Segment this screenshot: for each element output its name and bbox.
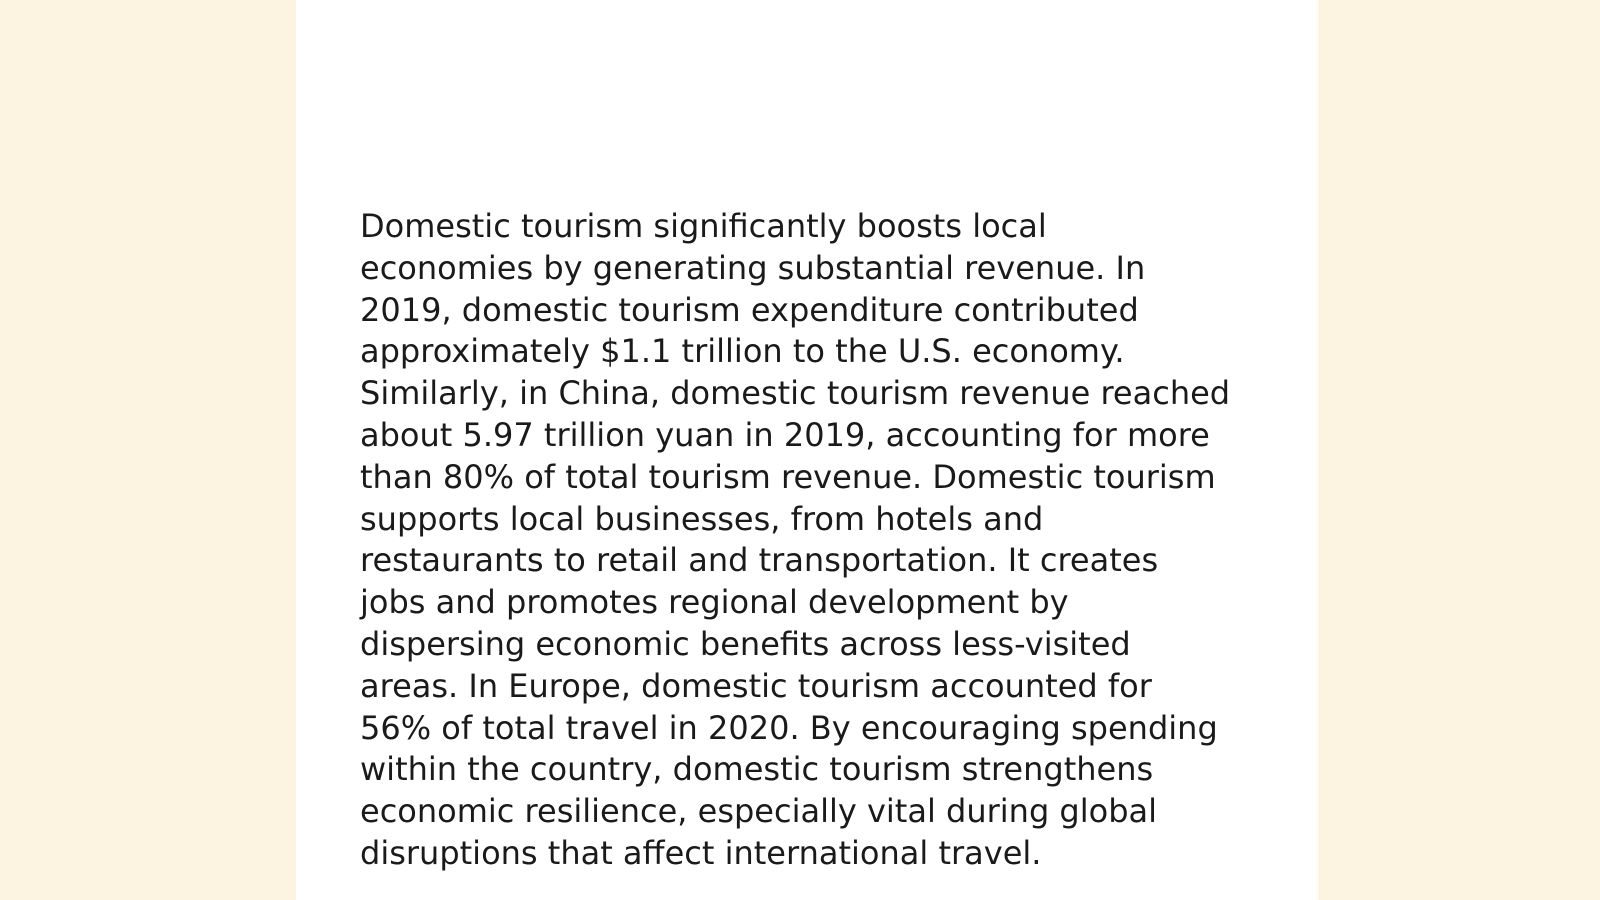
paragraph-line: Similarly, in China, domestic tourism revenue reached bbox=[360, 374, 1231, 413]
paragraph-line: than 80% of total tourism revenue. Domestic tourism bbox=[360, 457, 1216, 496]
paragraph-line: 2019, domestic tourism expenditure contributed bbox=[360, 290, 1139, 329]
paragraph-line: restaurants to retail and transportation. It creates bbox=[360, 541, 1159, 580]
document-page bbox=[296, 0, 1318, 900]
paragraph-line: within the country, domestic tourism strengthens bbox=[360, 750, 1154, 789]
paragraph-line: Domestic tourism significantly boosts local bbox=[360, 207, 1047, 245]
paragraph-line: economic resilience, especially vital during global bbox=[360, 792, 1158, 831]
paragraph-line: jobs and promotes regional development by bbox=[360, 583, 1069, 622]
paragraph-line: disruptions that affect international travel. bbox=[360, 833, 1042, 872]
paragraph-line: dispersing economic benefits across less-visited bbox=[360, 624, 1131, 663]
paragraph-line: 56% of total travel in 2020. By encouraging spending bbox=[360, 708, 1218, 747]
paragraph-line: supports local businesses, from hotels and bbox=[360, 499, 1044, 538]
paragraph-line: about 5.97 trillion yuan in 2019, accounting for more bbox=[360, 415, 1210, 454]
body-paragraph bbox=[360, 206, 1260, 875]
paragraph-line: areas. In Europe, domestic tourism accounted for bbox=[360, 666, 1152, 705]
paragraph-line: economies by generating substantial revenue. In bbox=[360, 248, 1146, 287]
paragraph-line: approximately $1.1 trillion to the U.S. economy. bbox=[360, 332, 1125, 371]
